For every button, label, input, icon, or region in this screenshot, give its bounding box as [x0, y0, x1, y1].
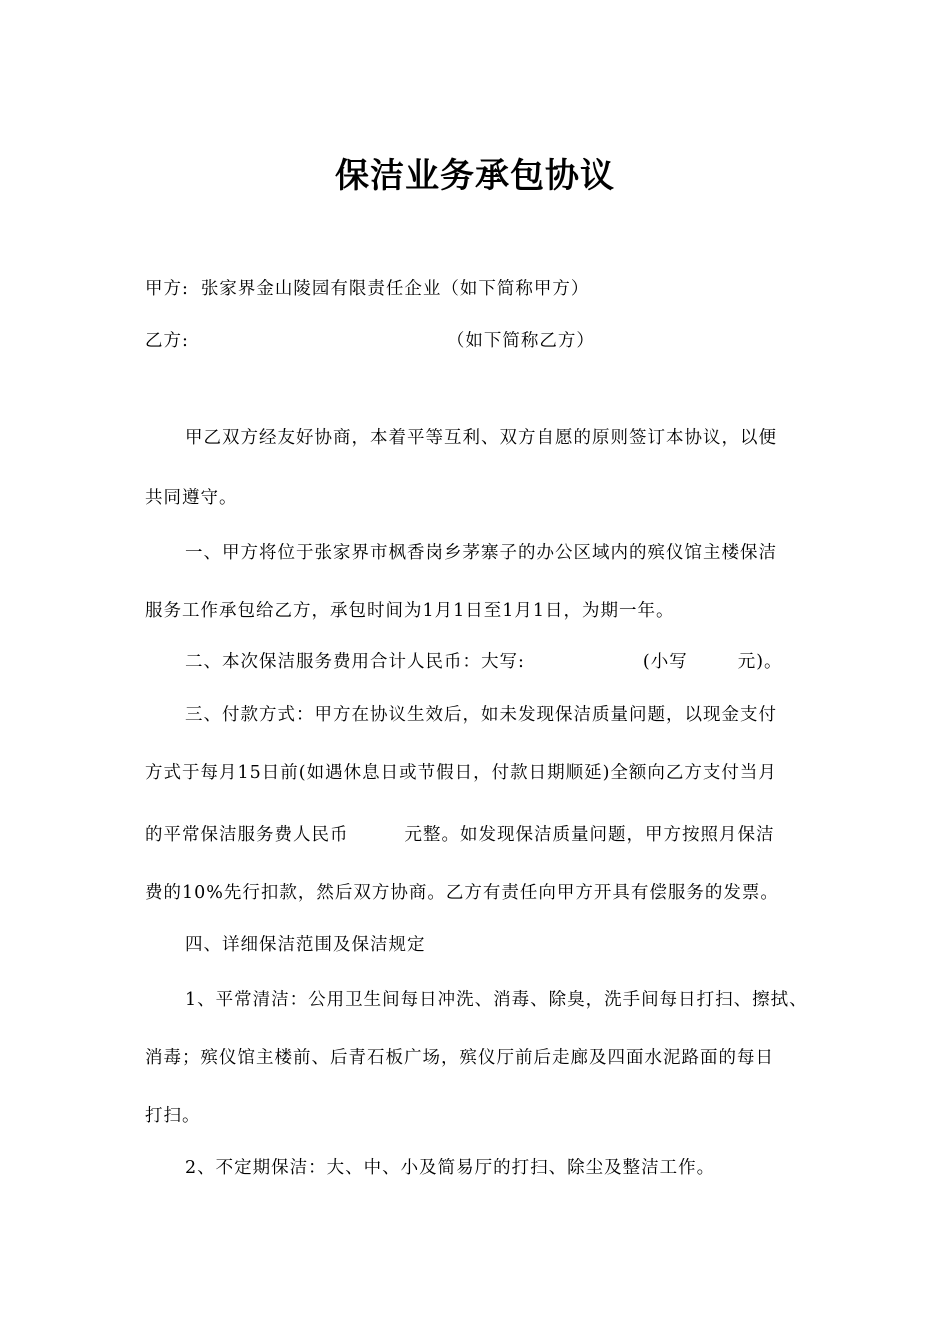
party-a-label: 甲方:	[145, 279, 189, 299]
party-b-label: 乙方:	[145, 331, 189, 351]
paragraph-intro-line-2: 共同遵守。	[145, 488, 238, 508]
clause-4-item-1-line-3: 打扫。	[145, 1106, 201, 1126]
party-a-note: （如下简称甲方）	[441, 279, 590, 299]
party-b-line	[145, 328, 595, 354]
clause-3-line-4: 费的10%先行扣款，然后双方协商。乙方有责任向甲方开具有偿服务的发票。	[145, 883, 779, 903]
clause-3-line-1: 三、付款方式：甲方在协议生效后，如未发现保洁质量问题，以现金支付	[185, 705, 777, 725]
clause-4-item-1-line-1: 1、平常清洁：公用卫生间每日冲洗、消毒、除臭，洗手间每日打扫、擦拭、	[185, 990, 808, 1010]
document-title: 保洁业务承包协议	[335, 156, 615, 196]
paragraph-intro-line-1: 甲乙双方经友好协商，本着平等互利、双方自愿的原则签订本协议，以便	[185, 428, 777, 448]
clause-3-line-3	[145, 822, 775, 848]
clause-1-line-1: 一、甲方将位于张家界市枫香岗乡茅寨子的办公区域内的殡仪馆主楼保洁	[185, 543, 777, 563]
clause-3-line-2: 方式于每月15日前(如遇休息日或节假日，付款日期顺延)全额向乙方支付当月	[145, 763, 777, 783]
party-b-note: （如下简称乙方）	[446, 331, 595, 351]
fee-small-label: (小写	[642, 652, 688, 672]
clause-4-item-2-line: 2、不定期保洁：大、中、小及简易厅的打扫、除尘及整洁工作。	[185, 1158, 716, 1178]
clause-2-line	[185, 649, 783, 675]
party-a-line	[145, 276, 589, 302]
clause-4-heading: 四、详细保洁范围及保洁规定	[185, 935, 426, 955]
party-a-name: 张家界金山陵园有限责任企业	[200, 279, 442, 299]
clause-4-item-1-line-2: 消毒；殡仪馆主楼前、后青石板广场，殡仪厅前后走廊及四面水泥路面的每日	[145, 1048, 774, 1068]
monthly-fee-label: 的平常保洁服务费人民币	[145, 825, 349, 845]
monthly-fee-rest: 元整。如发现保洁质量问题，甲方按照月保洁	[404, 825, 775, 845]
clause-1-line-2: 服务工作承包给乙方，承包时间为1月1日至1月1日，为期一年。	[145, 601, 675, 621]
fee-capital-label: 二、本次保洁服务费用合计人民币：大写:	[185, 652, 525, 672]
fee-unit-label: 元)。	[737, 652, 783, 672]
